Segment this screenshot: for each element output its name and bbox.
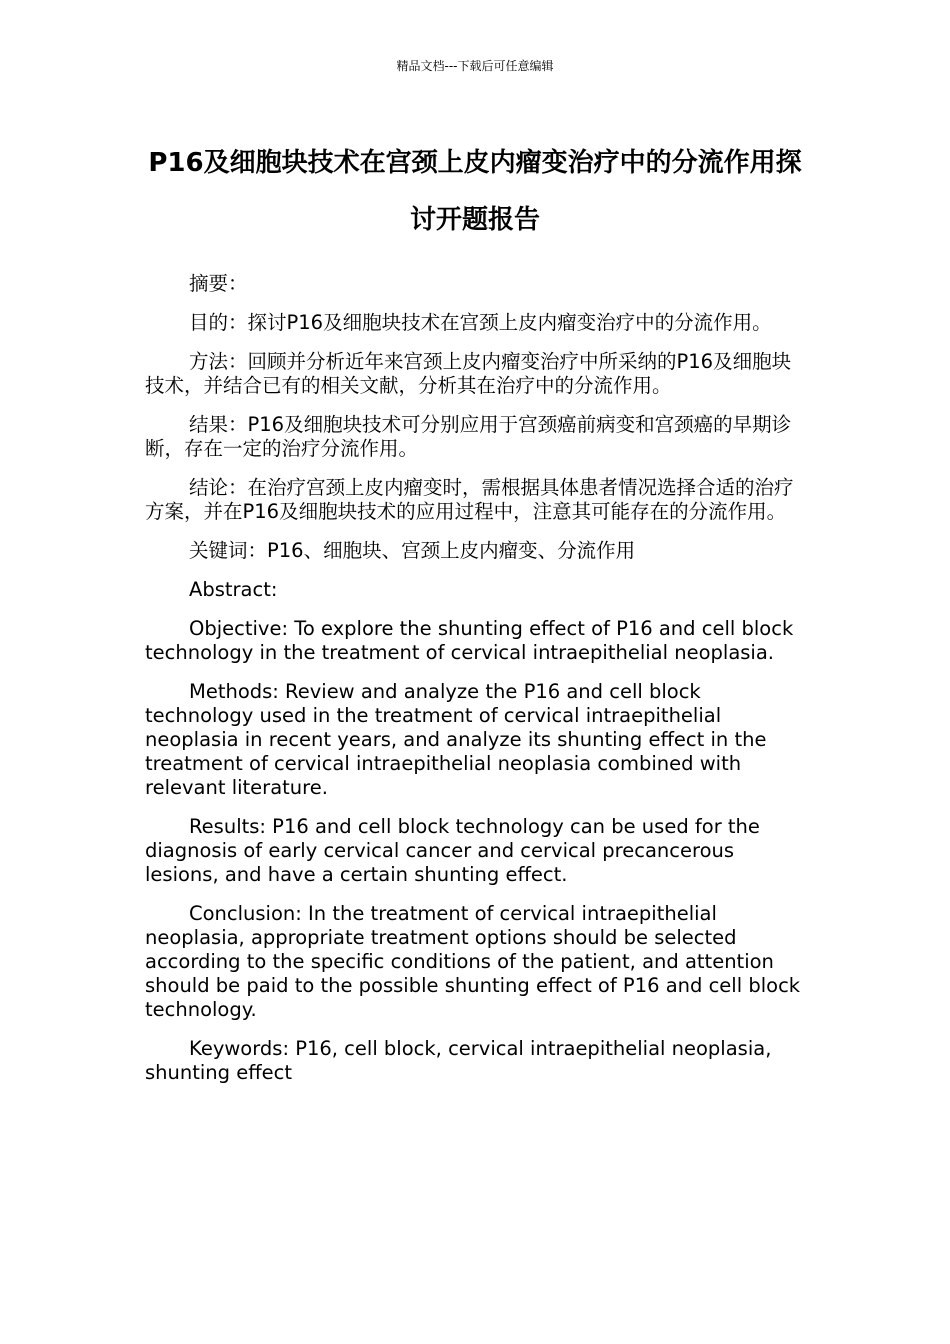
keywords-cn-paragraph: 关键词：P16、细胞块、宫颈上皮内瘤变、分流作用 [189, 539, 636, 562]
conclusion-en-paragraph: Conclusion: In the treatment of cervical intraepithelial neoplasia, appropriate treatment options should be selected according to the specific conditions of the patient, and attention should be paid to the possible shunting effect of P16 and cell block technology. [145, 902, 801, 1021]
results-cn-paragraph: 结果：P16及细胞块技术可分别应用于宫颈癌前病变和宫颈癌的早期诊断，存在一定的治疗分流作用。 [145, 413, 792, 460]
conclusion-cn-paragraph: 结论：在治疗宫颈上皮内瘤变时，需根据具体患者情况选择合适的治疗方案，并在P16及细胞块技术的应用过程中，注意其可能存在的分流作用。 [145, 476, 794, 523]
document-title: P16及细胞块技术在宫颈上皮内瘤变治疗中的分流作用探讨开题报告 [148, 148, 802, 235]
keywords-en-paragraph: Keywords: P16, cell block, cervical intraepithelial neoplasia, shunting effect [145, 1037, 772, 1084]
results-en-paragraph: Results: P16 and cell block technology can be used for the diagnosis of early cervical cancer and cervical precancerous lesions, and have a certain shunting effect. [145, 815, 760, 886]
objective-cn-paragraph: 目的：探讨P16及细胞块技术在宫颈上皮内瘤变治疗中的分流作用。 [189, 311, 772, 334]
abstract-en-heading: Abstract: [189, 578, 278, 601]
objective-en-paragraph: Objective: To explore the shunting effect of P16 and cell block technology in the treatment of cervical intraepithelial neoplasia. [145, 617, 794, 664]
methods-en-paragraph: Methods: Review and analyze the P16 and cell block technology used in the treatment of cervical intraepithelial neoplasia in recent years, and analyze its shunting effect in the treatment of cervical intraepithelial neoplasia combined with relevant literature. [145, 680, 767, 799]
page-header: 精品文档---下载后可任意编辑 [396, 59, 554, 73]
methods-cn-paragraph: 方法：回顾并分析近年来宫颈上皮内瘤变治疗中所采纳的P16及细胞块技术，并结合已有的相关文献，分析其在治疗中的分流作用。 [145, 350, 792, 397]
document-body [145, 272, 809, 1100]
abstract-cn-heading: 摘要： [189, 272, 248, 295]
